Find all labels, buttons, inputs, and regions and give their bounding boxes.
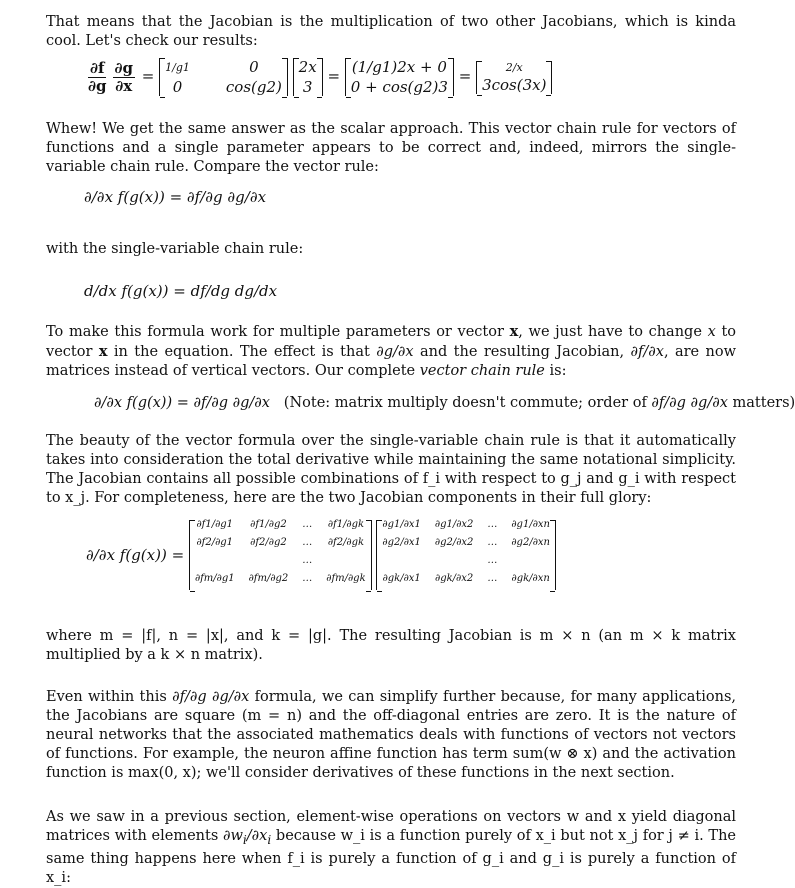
paragraph-whew: Whew! We get the same answer as the scalar approach. This vector chain rule for vectors of functions and a single parameter appears to be correct and, indeed, mirrors the single-variable chain rule. Compare the vector rule: xyxy=(46,121,736,175)
df-dg-cell: ∂fm/∂g2 xyxy=(248,573,289,584)
equation-vector-chain-rule: ∂/∂x f(g(x)) = ∂f/∂g ∂g/∂x (Note: matrix multiply doesn't commute; order of ∂f/∂g ∂g/∂x matters) xyxy=(94,395,795,411)
paragraph-dimensions: where m = |f|, n = |x|, and k = |g|. The resulting Jacobian is m × n (an m × k matrix multiplied by a k × n matrix). xyxy=(46,628,736,663)
df-dg-cell: ∂f2/∂gk xyxy=(327,537,365,548)
equation-scalar-rule: d/dx f(g(x)) = df/dg dg/dx xyxy=(84,282,278,300)
df-dg-cell: ∂f1/∂g2 xyxy=(250,519,287,530)
df-dg-cell: ∂f1/∂g1 xyxy=(196,519,234,530)
df-dg-cell: … xyxy=(302,537,313,548)
dg-dx-cell: … xyxy=(487,519,498,530)
dg-dx-cell: ∂g1/∂x2 xyxy=(434,519,474,530)
paragraph-beauty: The beauty of the vector formula over the single-variable chain rule is that it automatically takes into consideration the total derivative while maintaining the same notational simplicity. The Jacobian contains all possible combinations of f_i with respect to g_j and g_i with respect to x_j. For completeness, here are the two Jacobian components in their full glory: xyxy=(46,433,736,506)
dg-dx-cell: ∂gk/∂xn xyxy=(511,573,550,584)
dg-dx-cell: … xyxy=(487,537,498,548)
df-dg-cell: ∂f2/∂g1 xyxy=(196,537,234,548)
equation-full-jacobians: ∂/∂x f(g(x)) = ∂f1/∂g1 ∂f1/∂g2 … ∂f1/∂gk ∂f2/∂g1 ∂f2/∂g2 … ∂f2/∂gk … ∂fm/∂g1 ∂fm/∂g2 … ∂fm/∂gk ∂g1/∂x1 ∂g1/∂x2 … ∂g1/∂xn ∂g2/∂x1 ∂g2/∂x2 … ∂g2/∂xn … ∂gk/∂x1 ∂gk/∂x2 … ∂gk/∂xn xyxy=(86,520,556,590)
paragraph-simplify: Even within this ∂f/∂g ∂g/∂x formula, we can simplify further because, for many applications, the Jacobians are square (m = n) and the off-diagonal entries are zero. It is the nature of neural networks that the associated mathematics deals with functions of vectors not vectors of functions. For example, the neuron affine function has term sum(w ⊗ x) and the activation function is max(0, x); we'll consider derivatives of these functions in the next section. xyxy=(46,689,737,781)
matrix-df-dg xyxy=(189,520,372,590)
dg-dx-cell: ∂g2/∂x2 xyxy=(434,537,474,548)
df-dg-cell: ∂f1/∂gk xyxy=(327,519,365,530)
paragraph-single-variable: with the single-variable chain rule: xyxy=(46,241,304,257)
dg-dx-cell: ∂g1/∂x1 xyxy=(382,519,421,530)
dg-dx-cell: ∂g2/∂xn xyxy=(511,537,550,548)
paragraph-element-wise: As we saw in a previous section, element-wise operations on vectors w and x yield diagonal matrices with elements $\partial w_i/\partial x_i$ because w_i is a function purely of x_i but not x_j for j ≠ i. The same thing happens here when f_i is purely a function of g_i and g_i is purely a function of x_i: xyxy=(46,809,737,886)
df-dg-cell: … xyxy=(302,519,313,530)
equation-jacobian-product: $\frac{\partial f}{\partial g}$ $\frac{\partial g}{\partial x}$ = 1/g1 0 0 cos(g2) 2x 3 = (1/g1)2x + 0 0 + cos(g2)3 = 2/x 3cos(3x) xyxy=(84,58,552,96)
dg-dx-cell: ∂gk/∂x1 xyxy=(382,573,421,584)
dg-dx-cell: … xyxy=(487,573,498,584)
df-dg-cell: … xyxy=(302,573,313,584)
paragraph-intro: That means that the Jacobian is the multiplication of two other Jacobians, which is kinda cool. Let's check our results: xyxy=(46,14,736,49)
df-dg-cell: ∂f2/∂g2 xyxy=(250,537,287,548)
df-dg-cell: ∂fm/∂g1 xyxy=(194,573,235,584)
df-dg-cell: … xyxy=(302,555,313,566)
dg-dx-cell: … xyxy=(487,555,498,566)
dg-dx-cell: ∂g2/∂x1 xyxy=(382,537,421,548)
equation-vector-rule: ∂/∂x f(g(x)) = ∂f/∂g ∂g/∂x xyxy=(84,188,267,206)
dg-dx-cell: ∂gk/∂x2 xyxy=(435,573,474,584)
paragraph-multiple-parameters: To make this formula work for multiple parameters or vector x, we just have to change x to vector x in the equation. The effect is that ∂g/∂x and the resulting Jacobian, ∂f/∂x, are now matrices instead of vertical vectors. Our complete vector chain rule is: xyxy=(46,323,737,379)
matrix-dg-dx xyxy=(376,520,556,590)
dg-dx-cell: ∂g1/∂xn xyxy=(511,519,550,530)
df-dg-cell: ∂fm/∂gk xyxy=(326,573,366,584)
